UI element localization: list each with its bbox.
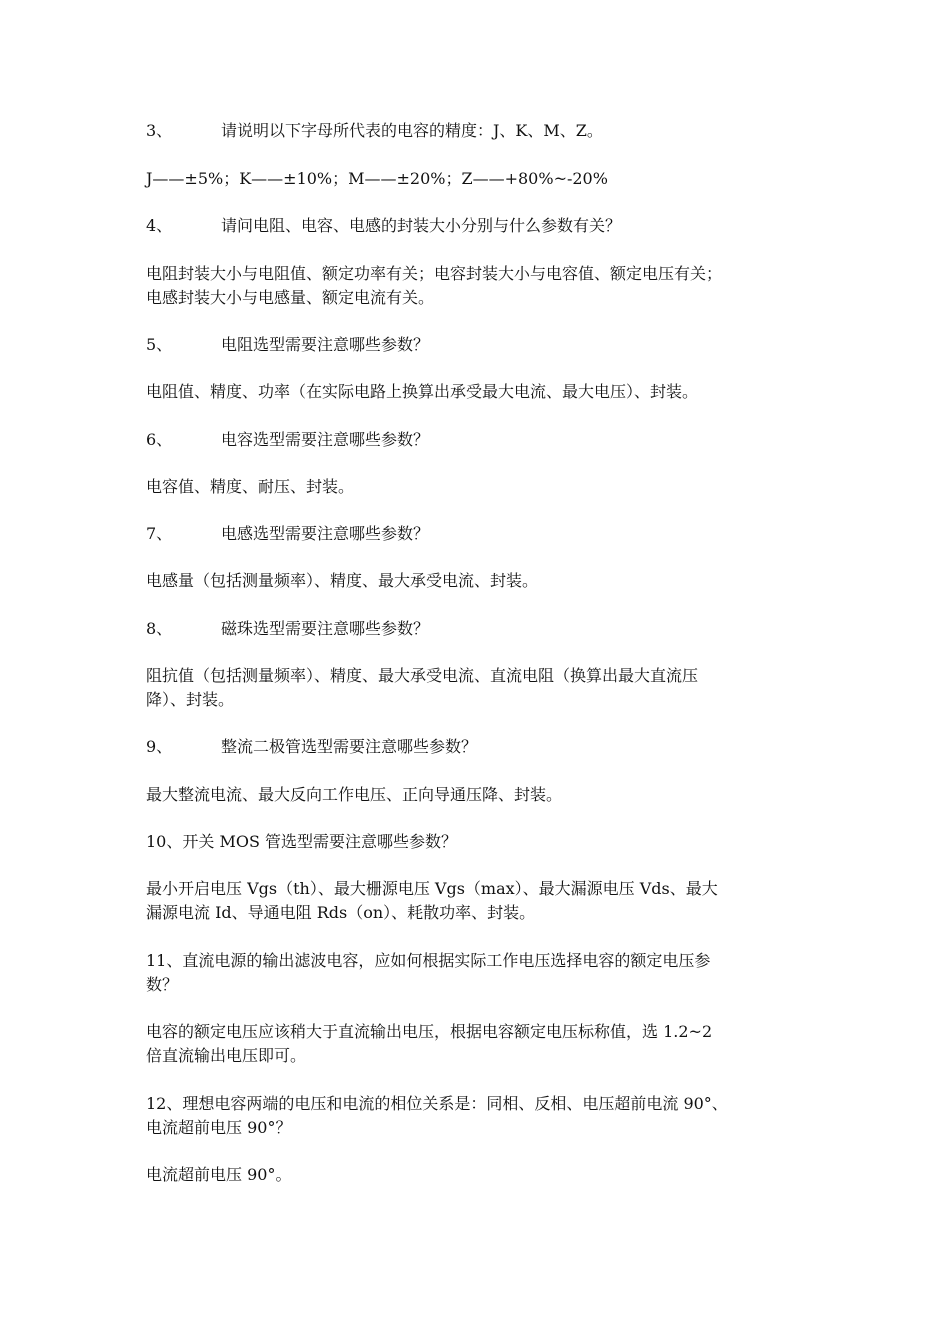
question-number: 7、 [146,524,173,543]
answer-10-line-2: 漏源电流 Id、导通电阻 Rds（on）、耗散功率、封装。 [146,903,536,922]
question-11-line-1: 11、直流电源的输出滤波电容，应如何根据实际工作电压选择电容的额定电压参 [146,951,711,970]
question-number: 9、 [146,737,173,756]
answer-12-line-1: 电流超前电压 90°。 [146,1165,292,1184]
answer-10-line-1: 最小开启电压 Vgs（th）、最大栅源电压 Vgs（max）、最大漏源电压 Vds、最大 [146,879,718,898]
answer-9-line-1: 最大整流电流、最大反向工作电压、正向导通压降、封装。 [146,785,563,804]
answer-11-line-1: 电容的额定电压应该稍大于直流输出电压，根据电容额定电压标称值，选 1.2~2 [146,1022,713,1041]
question-text: 请说明以下字母所代表的电容的精度：J、K、M、Z。 [221,121,603,140]
question-8 [146,616,816,641]
question-11-line-2: 数？ [146,975,179,994]
answer-4-line-2: 电感封装大小与电感量、额定电流有关。 [146,288,435,307]
question-12-line-2: 电流超前电压 90°？ [146,1118,292,1137]
question-12-line-1: 12、理想电容两端的电压和电流的相位关系是：同相、反相、电压超前电流 90°、 [146,1094,728,1113]
question-text: 请问电阻、电容、电感的封装大小分别与什么参数有关？ [221,216,622,235]
question-text: 整流二极管选型需要注意哪些参数？ [221,737,478,756]
answer-3-line-1: J——±5%；K——±10%；M——±20%；Z——+80%~-20% [146,169,608,188]
question-10: 10、开关 MOS 管选型需要注意哪些参数？ [146,832,457,851]
question-3 [146,118,816,143]
question-number: 5、 [146,335,173,354]
question-9 [146,734,816,759]
question-7 [146,521,816,546]
question-4 [146,213,816,238]
question-6 [146,427,816,452]
question-text: 电感选型需要注意哪些参数？ [221,524,430,543]
question-number: 4、 [146,216,173,235]
question-number: 6、 [146,430,173,449]
question-number: 8、 [146,619,173,638]
question-text: 电阻选型需要注意哪些参数？ [221,335,430,354]
question-number: 3、 [146,121,173,140]
answer-7-line-1: 电感量（包括测量频率）、精度、最大承受电流、封装。 [146,571,539,590]
question-text: 电容选型需要注意哪些参数？ [221,430,430,449]
answer-5-line-1: 电阻值、精度、功率（在实际电路上换算出承受最大电流、最大电压）、封装。 [146,382,699,401]
answer-11-line-2: 倍直流输出电压即可。 [146,1046,307,1065]
answer-8-line-1: 阻抗值（包括测量频率）、精度、最大承受电流、直流电阻（换算出最大直流压 [146,666,699,685]
question-5 [146,332,816,357]
answer-4-line-1: 电阻封装大小与电阻值、额定功率有关；电容封装大小与电容值、额定电压有关； [146,264,723,283]
answer-8-line-2: 降）、封装。 [146,690,235,709]
question-text: 磁珠选型需要注意哪些参数？ [221,619,430,638]
answer-6-line-1: 电容值、精度、耐压、封装。 [146,477,355,496]
